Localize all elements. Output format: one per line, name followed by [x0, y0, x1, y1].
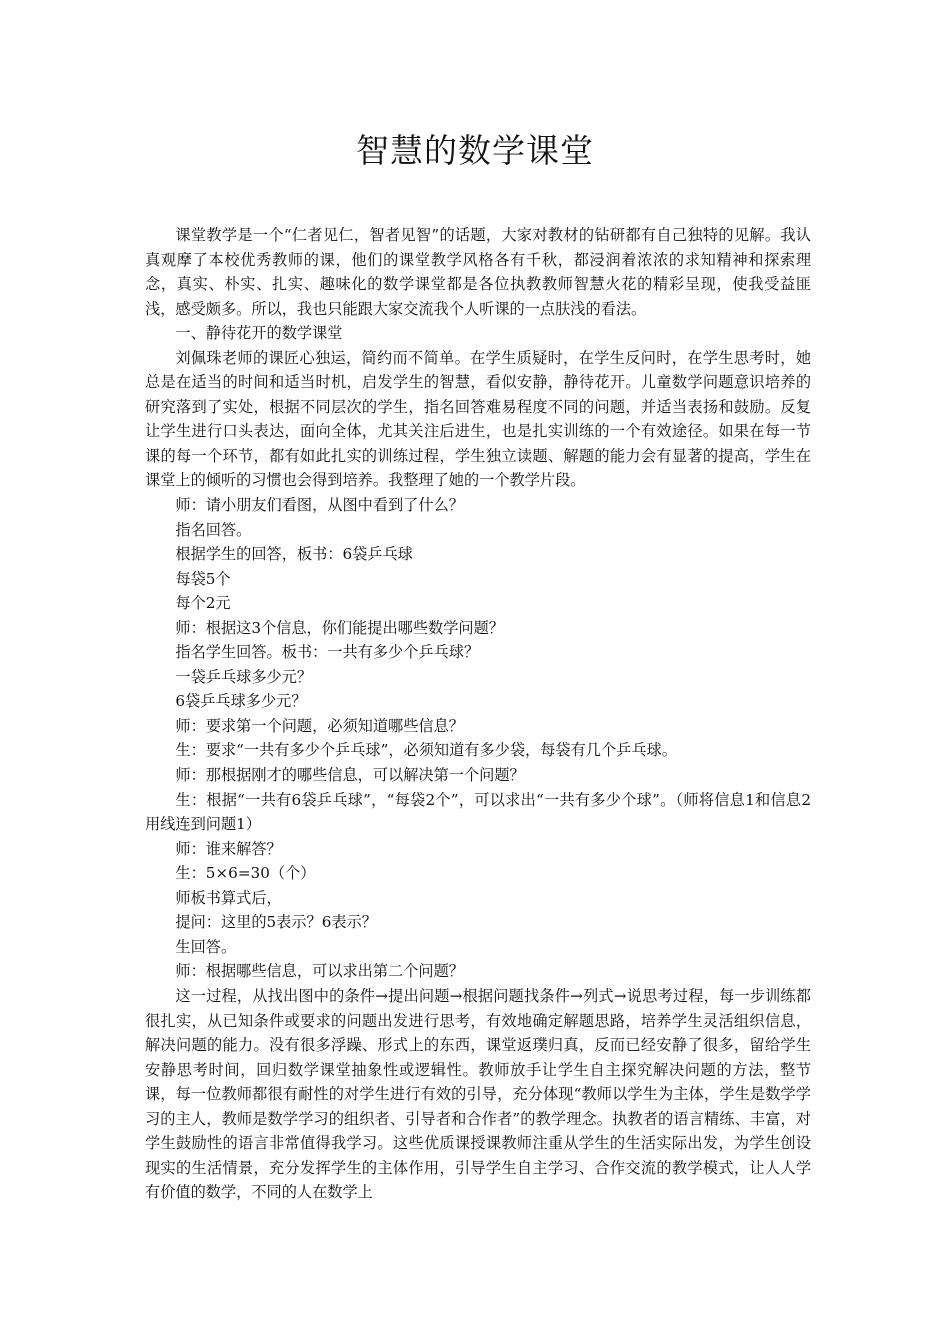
- dialogue-line: 生：要求“一共有多少个乒乓球”，必须知道有多少袋，每袋有几个乒乓球。: [175, 741, 677, 760]
- dialogue-line: 指名回答。: [175, 520, 252, 539]
- dialogue-line: 生：根据“一共有6袋乒乓球”，“每袋2个”，可以求出“一共有多少个球”。（师将信息1和信息2用线连到问题1）: [145, 790, 811, 834]
- document-body: [145, 223, 811, 1205]
- dialogue-line: 每个2元: [175, 594, 231, 613]
- dialogue-line: 生：5×6=30（个）: [175, 864, 316, 883]
- dialogue-line: 提问：这里的5表示？6表示？: [175, 913, 377, 932]
- dialogue-line: 师：谁来解答？: [175, 839, 282, 858]
- paragraph: 刘佩珠老师的课匠心独运，简约而不简单。在学生质疑时，在学生反问时，在学生思考时，她总是在适当的时间和适当时机，启发学生的智慧，看似安静，静待花开。儿童数学问题意识培养的研究落到了实处，根据不同层次的学生，指名回答难易程度不同的问题，并适当表扬和鼓励。反复让学生进行口头表达，面向全体，尤其关注后进生，也是扎实训练的一个有效途径。如果在每一节课的每一个环节，都有如此扎实的训练过程，学生独立读题、解题的能力会有显著的提高，学生在课堂上的倾听的习惯也会得到培养。我整理了她的一个教学片段。: [145, 348, 811, 490]
- dialogue-line: 生回答。: [175, 937, 237, 956]
- dialogue-line: 一袋乒乓球多少元？: [175, 667, 313, 686]
- dialogue-line: 师：要求第一个问题，必须知道哪些信息？: [175, 716, 464, 735]
- dialogue-line: 师：那根据刚才的哪些信息，可以解决第一个问题？: [175, 766, 525, 785]
- dialogue-line: 根据学生的回答，板书：6袋乒乓球: [175, 545, 413, 564]
- dialogue-line: 师：根据哪些信息，可以求出第二个问题？: [175, 962, 464, 981]
- dialogue-line: 师：根据这3个信息，你们能提出哪些数学问题？: [175, 618, 504, 637]
- paragraph-reflection: 这一过程，从找出图中的条件→提出问题→根据问题找条件→列式→说思考过程，每一步训练都很扎实，从已知条件或要求的问题出发进行思考，有效地确定解题思路，培养学生灵活组织信息，解决问题的能力。没有很多浮躁、形式上的东西，课堂返璞归真，反而已经安静了很多，留给学生安静思考时间，回归数学课堂抽象性或逻辑性。教师放手让学生自主探究解决问题的方法，整节课，每一位教师都很有耐性的对学生进行有效的引导，充分体现“教师以学生为主体，学生是数学学习的主人，教师是数学学习的组织者、引导者和合作者”的教学理念。执教者的语言精练、丰富，对学生鼓励性的语言非常值得我学习。这些优质课授课教师注重从学生的生活实际出发，为学生创设现实的生活情景，充分发挥学生的主体作用，引导学生自主学习、合作交流的教学模式，让人人学有价值的数学，不同的人在数学上: [145, 986, 811, 1202]
- document-title: 智慧的数学课堂: [356, 131, 594, 170]
- paragraph-intro: 课堂教学是一个“仁者见仁，智者见智”的话题，大家对教材的钻研都有自己独特的见解。我认真观摩了本校优秀教师的课，他们的课堂教学风格各有千秋，都浸润着浓浓的求知精神和探索理念，真实、朴实、扎实、趣味化的数学课堂都是各位执教教师智慧火花的精彩呈现，使我受益匪浅，感受颇多。所以，我也只能跟大家交流我个人听课的一点肤浅的看法。: [145, 226, 811, 318]
- dialogue-line: 每袋5个: [175, 569, 231, 588]
- dialogue-line: 6袋乒乓球多少元？: [175, 692, 307, 711]
- dialogue-line: 师板书算式后，: [175, 888, 282, 907]
- dialogue-line: 指名学生回答。板书：一共有多少个乒乓球？: [175, 643, 480, 662]
- section-heading: 一、静待花开的数学课堂: [175, 324, 343, 343]
- dialogue-line: 师：请小朋友们看图，从图中看到了什么？: [175, 496, 464, 515]
